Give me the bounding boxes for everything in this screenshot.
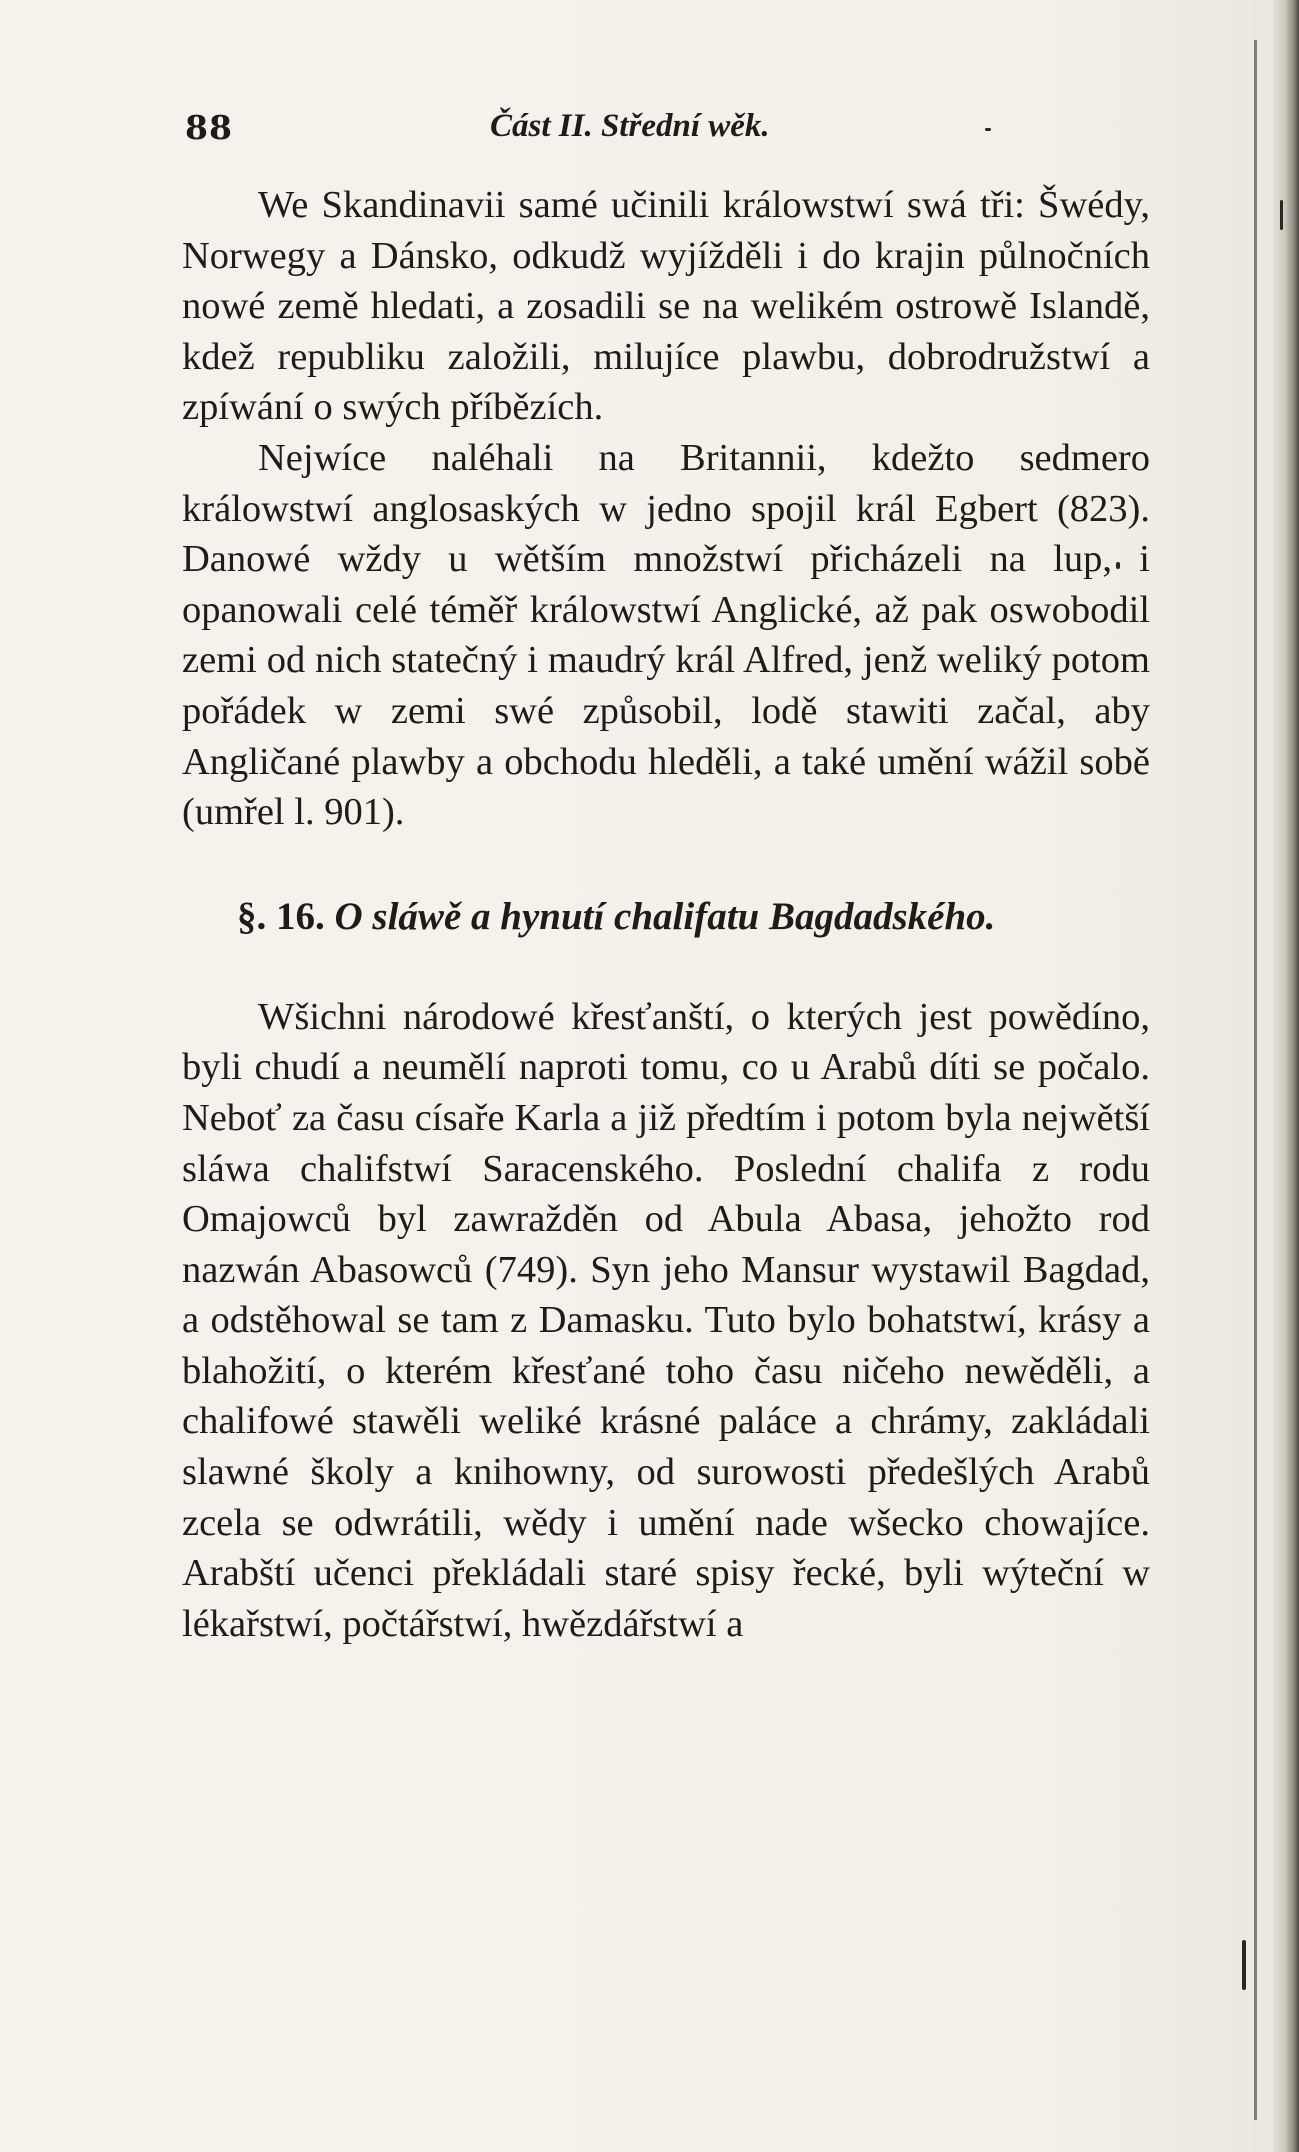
- ink-speck: [1242, 1940, 1246, 1990]
- paragraph-caliphate: Wšichni národowé křesťanští, o kterých jest powědíno, byli chudí a neumělí naproti tomu, co u Arabů díti se počalo. Neboť za času císaře Karla a již předtím i potom byla nejwětší sláwa chalifstwí Saracenského. Poslední chalifa z rodu Omajowců byl zawražděn od Abula Abasa, jehožto rod nazwán Abasowců (749). Syn jeho Mansur wystawil Bagdad, a odstěhowal se tam z Damasku. Tuto bylo bohatstwí, krásy a blahožití, o kterém křesťané toho času ničeho newěděli, a chalifowé stawěli weliké krásné paláce a chrámy, zakládali slawné školy a knihowny, od surowosti předešlých Arabů zcela se odwrátili, wědy i umění nade wšecko chowajíce. Arabští učenci překládali staré spisy řecké, byli wýteční w lékařstwí, počtářstwí, hwězdářstwí a: [182, 995, 1150, 1645]
- section-number: §. 16.: [237, 894, 325, 938]
- page-gutter-line: [1254, 40, 1257, 2120]
- paragraph-scandinavia: We Skandinavii samé učinili králowstwí swá tři: Šwédy, Norwegy a Dánsko, odkudž wyjížděli i do krajin půlnočních nowé země hledati, a zosadili se na welikém ostrowě Islandě, kdež republiku založili, milujíce plawbu, dobrodružstwí a zpíwání o swých příbězích.: [182, 184, 1150, 429]
- section-title: O sláwě a hynutí chalifatu Bagdadského.: [334, 894, 996, 938]
- section-heading: [182, 892, 1150, 942]
- running-head: Část II. Střední wěk.: [490, 108, 770, 144]
- page-binding-edge: [1273, 0, 1299, 2152]
- body-text: [182, 180, 1150, 1649]
- page-number: 88: [185, 108, 233, 147]
- ink-speck: [1280, 200, 1283, 230]
- page-header: [185, 108, 1145, 158]
- paragraph-britannia: Nejwíce naléhali na Britannii, kdežto sedmero králowstwí anglosaských w jedno spojil král Egbert (823). Danowé wždy u wětším množstwí přicházeli na lup, i opanowali celé téměř králowstwí Anglické, až pak oswobodil zemi od nich statečný i maudrý král Alfred, jenž weliký potom pořádek w zemi swé způsobil, lodě stawiti začal, aby Angličané plawby a obchodu hleděli, a také umění wážil sobě (umřel l. 901).: [182, 436, 1150, 834]
